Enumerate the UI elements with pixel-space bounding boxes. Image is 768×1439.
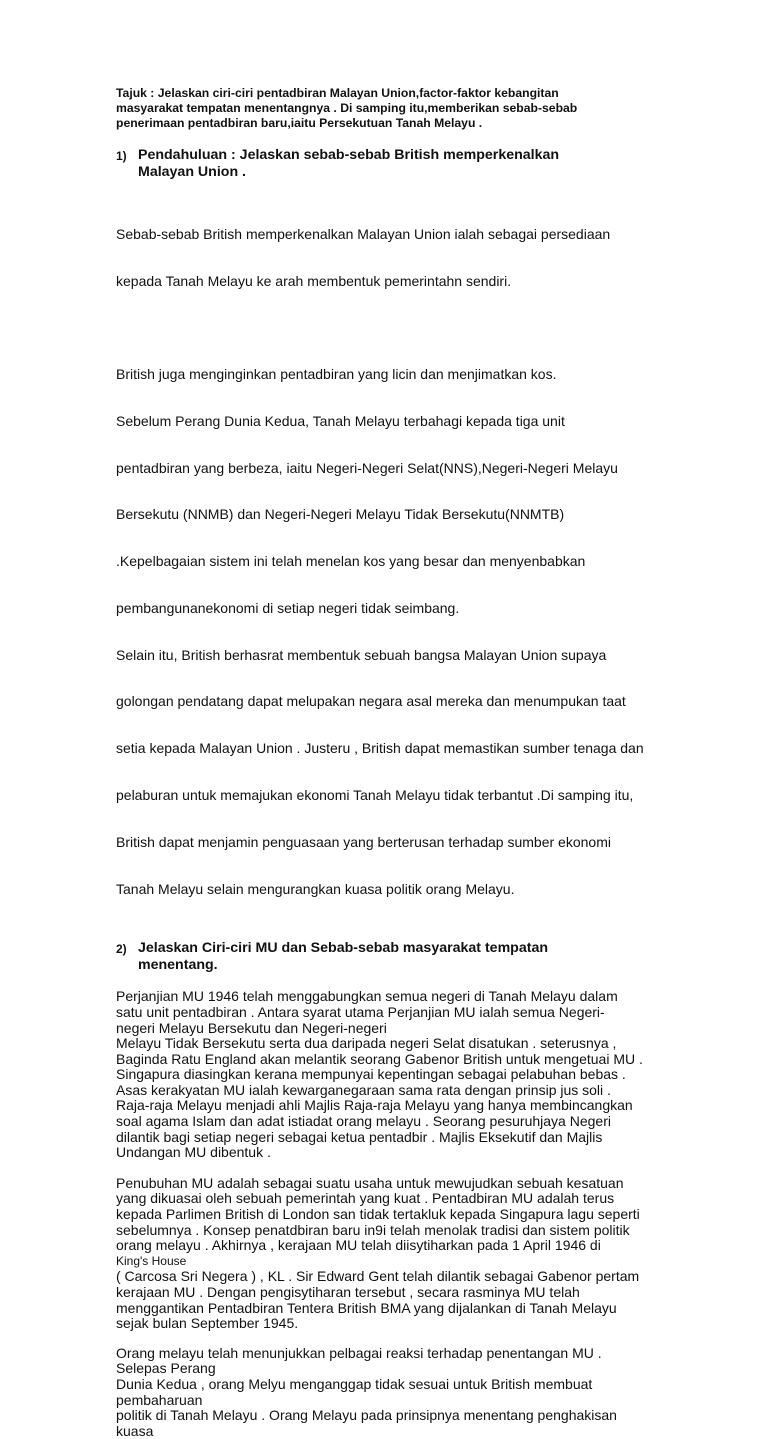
text-line: ( Carcosa Sri Negera ) , KL . Sir Edward Gent telah dilantik sebagai Gabenor pertam	[116, 1268, 640, 1285]
text-line: pembangunanekonomi di setiap negeri tidak seimbang.	[116, 599, 460, 616]
text-line: Sebab-sebab British memperkenalkan Malayan Union ialah sebagai persediaan	[116, 226, 611, 243]
text-line: yang dikuasai oleh sebuah pemerintah yang kuat . Pentadbiran MU adalah terus	[116, 1190, 615, 1207]
title-line: penerimaan pentadbiran baru,iaitu Persekutuan Tanah Melayu .	[116, 116, 483, 130]
text-line: pentadbiran yang berbeza, iaitu Negeri-Negeri Selat(NNS),Negeri-Negeri Melayu	[116, 459, 618, 476]
text-line: kepada Parlimen British di London san tidak tertakluk kepada Singapura lagu seperti	[116, 1206, 640, 1223]
paragraph	[116, 336, 656, 929]
text-line: Selain itu, British berhasrat membentuk sebuah bangsa Malayan Union supaya	[116, 646, 607, 663]
text-line: Perjanjian MU 1946 telah menggabungkan semua negeri di Tanah Melayu dalam	[116, 988, 618, 1005]
document-title	[116, 86, 656, 131]
text-line: Singapura diasingkan kerana mempunyai kepentingan sebagai pelabuhan bebas .	[116, 1066, 626, 1083]
text-line: dilantik bagi setiap negeri sebagai ketua pentadbir . Majlis Eksekutif dan Majlis	[116, 1128, 603, 1145]
heading-line: menentang.	[138, 957, 218, 974]
text-line: Selepas Perang	[116, 1360, 216, 1377]
title-line: masyarakat tempatan menentangnya . Di samping itu,memberikan sebab-sebab	[116, 101, 578, 115]
paragraph	[116, 1346, 656, 1439]
text-line: kerajaan MU . Dengan pengisytiharan tersebut , secara rasminya MU telah	[116, 1284, 580, 1300]
text-line: sejak bulan September 1945.	[116, 1315, 299, 1332]
text-line: politik di Tanah Melayu . Orang Melayu pada prinsipnya menentang penghakisan	[116, 1407, 617, 1424]
text-line: Penubuhan MU adalah sebagai suatu usaha untuk mewujudkan sebuah kesatuan	[116, 1174, 624, 1191]
text-line: sebelumnya . Konsep penatdbiran baru in9i telah menolak tradisi dan sistem politik	[116, 1221, 630, 1238]
text-line: Tanah Melayu selain mengurangkan kuasa politik orang Melayu.	[116, 880, 515, 897]
title-line: Tajuk : Jelaskan ciri-ciri pentadbiran Malayan Union,factor-faktor kebangitan	[116, 86, 559, 100]
text-line: Undangan MU dibentuk .	[116, 1144, 271, 1161]
heading-line: Pendahuluan : Jelaskan sebab-sebab British memperkenalkan	[138, 147, 560, 163]
text-line: Asas kerakyatan MU ialah kewarganegaraan sama rata dengan prinsip jus soli .	[116, 1081, 611, 1098]
section-2-heading	[116, 940, 656, 974]
text-line: Sebelum Perang Dunia Kedua, Tanah Melayu terbahagi kepada tiga unit	[116, 412, 565, 429]
text-line: satu unit pentadbiran . Antara syarat utama Perjanjian MU ialah semua Negeri-	[116, 1003, 605, 1020]
text-line: golongan pendatang dapat melupakan negara asal mereka dan menumpukan taat	[116, 693, 626, 710]
text-line: British dapat menjamin penguasaan yang berterusan terhadap sumber ekonomi	[116, 833, 611, 850]
text-line: setia kepada Malayan Union . Justeru , British dapat memastikan sumber tenaga dan	[116, 740, 644, 757]
text-line: soal agama Islam dan adat istiadat orang melayu . Seorang pesuruhjaya Negeri	[116, 1113, 611, 1130]
text-line: Raja-raja Melayu menjadi ahli Majlis Raja-raja Melayu yang hanya membincangkan	[116, 1097, 633, 1114]
text-line: British juga menginginkan pentadbiran yang licin dan menjimatkan kos.	[116, 365, 557, 382]
text-line: kuasa	[116, 1422, 154, 1439]
heading-line: Jelaskan Ciri-ciri MU dan Sebab-sebab masyarakat tempatan	[138, 940, 549, 957]
text-line: Dunia Kedua , orang Melyu menganggap tidak sesuai untuk British membuat	[116, 1375, 593, 1392]
heading-line: Malayan Union .	[138, 164, 246, 180]
paragraph	[116, 1176, 656, 1332]
text-line: pelaburan untuk memajukan ekonomi Tanah Melayu tidak terbantut .Di samping itu,	[116, 786, 634, 803]
text-line: pembaharuan	[116, 1391, 203, 1408]
section-number: 1)	[116, 149, 127, 163]
text-line: negeri Melayu Bersekutu dan Negeri-negeri	[116, 1019, 387, 1036]
kings-house-line: King's House	[116, 1253, 187, 1268]
document-page	[116, 86, 656, 1439]
text-line: kepada Tanah Melayu ke arah membentuk pemerintahn sendiri.	[116, 272, 512, 289]
section-1-heading	[116, 147, 656, 181]
text-line: Orang melayu telah menunjukkan pelbagai reaksi terhadap penentangan MU .	[116, 1344, 602, 1361]
paragraph	[116, 989, 656, 1161]
text-line: menggantikan Pentadbiran Tentera British BMA yang dijalankan di Tanah Melayu	[116, 1299, 617, 1316]
text-line: .Kepelbagaian sistem ini telah menelan kos yang besar dan menyenbabkan	[116, 553, 586, 570]
text-line: Bersekutu (NNMB) dan Negeri-Negeri Melayu Tidak Bersekutu(NNMTB)	[116, 506, 565, 523]
text-line: Baginda Ratu England akan melantik seorang Gabenor British untuk mengetuai MU .	[116, 1050, 643, 1067]
section-number: 2)	[116, 942, 127, 957]
text-line: Melayu Tidak Bersekutu serta dua daripada negeri Selat disatukan . seterusnya ,	[116, 1035, 617, 1052]
paragraph	[116, 196, 656, 321]
text-line: orang melayu . Akhirnya , kerajaan MU telah diisytiharkan pada 1 April 1946 di	[116, 1237, 601, 1254]
